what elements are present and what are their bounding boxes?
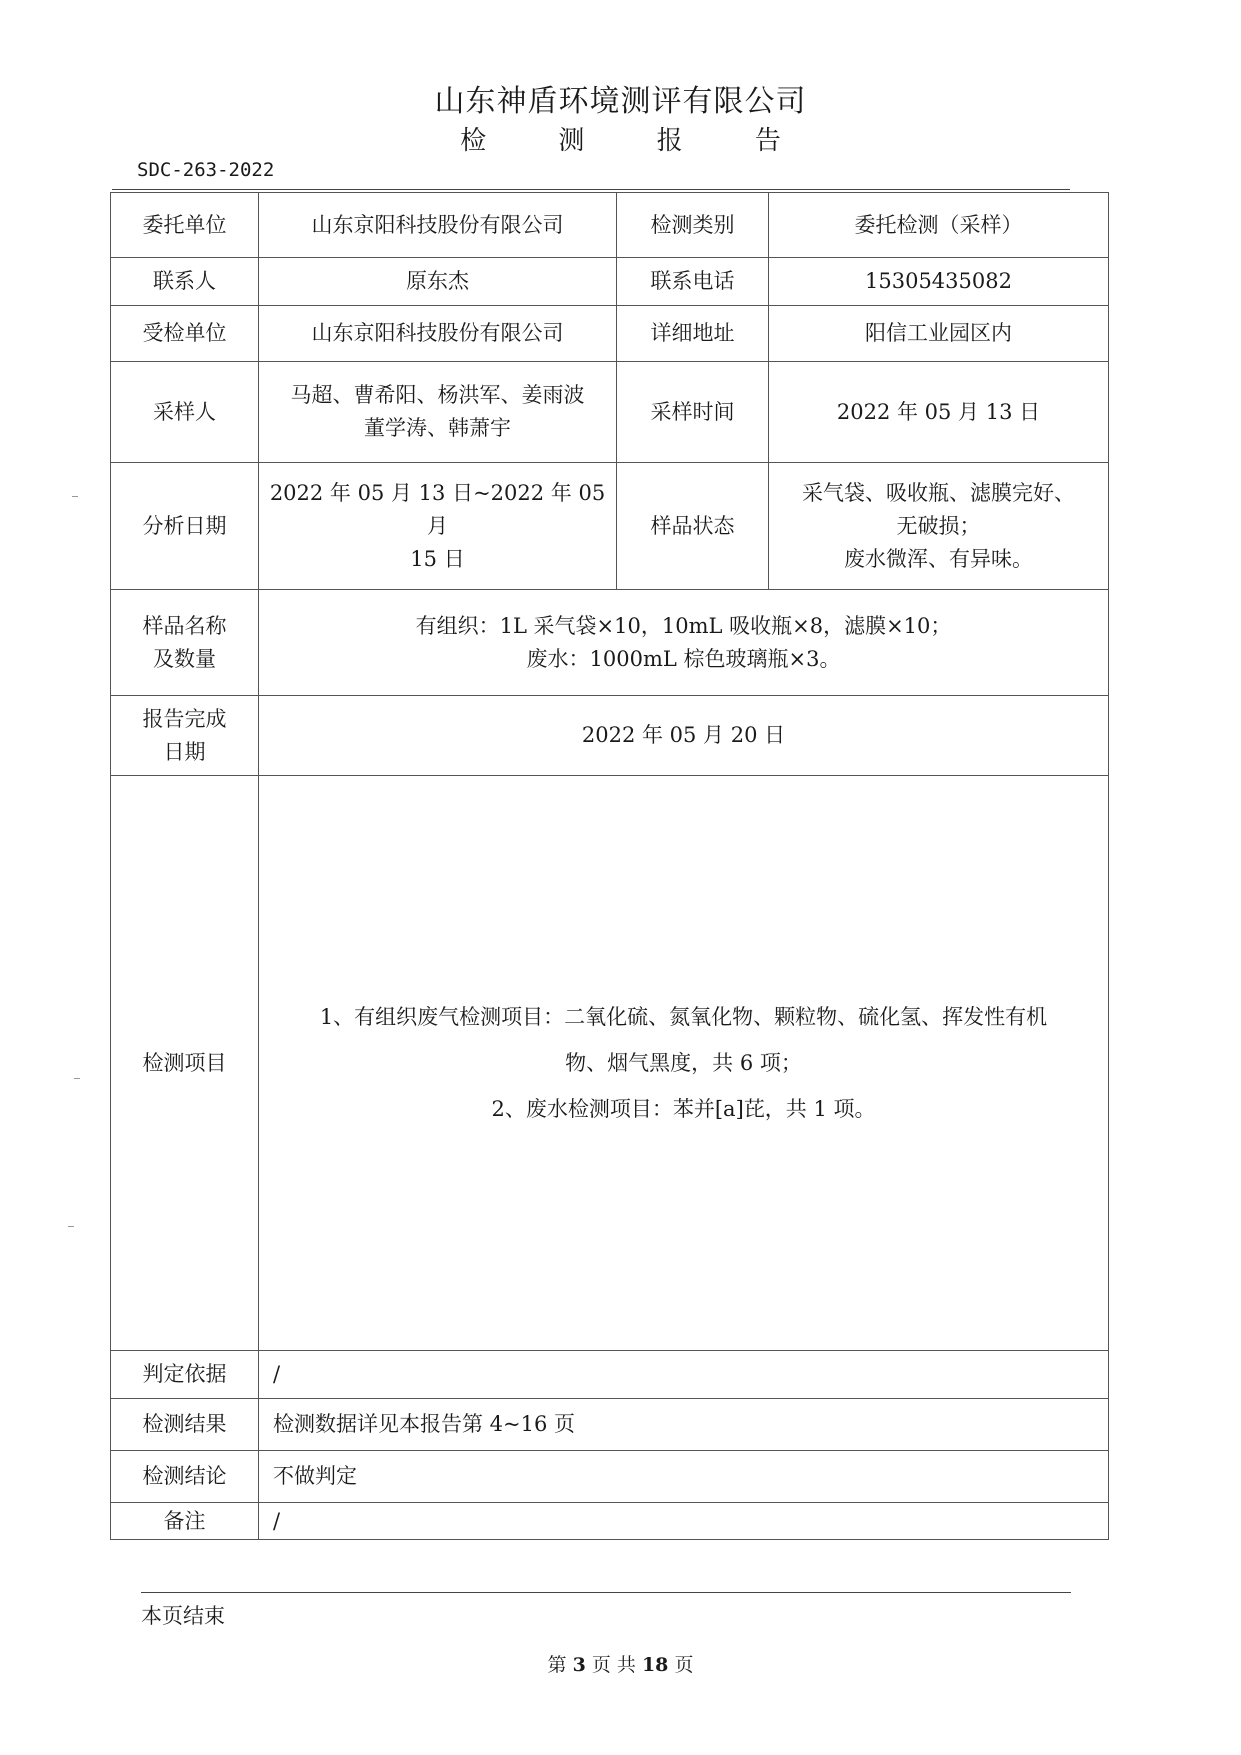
page-middle: 页 共	[591, 1654, 636, 1676]
table-row	[111, 590, 1109, 696]
page-end-note: 本页结束	[141, 1604, 225, 1628]
completion-date-label	[111, 696, 259, 776]
completion-date-value: 2022 年 05 月 20 日	[259, 696, 1109, 776]
scan-mark	[68, 1226, 74, 1227]
table-row	[111, 258, 1109, 306]
inspected-unit-label: 受检单位	[111, 306, 259, 362]
address-value: 阳信工业园区内	[769, 306, 1109, 362]
analysis-date-value	[259, 463, 617, 590]
test-items-value	[259, 776, 1109, 1351]
company-name: 山东神盾环境测评有限公司	[434, 84, 807, 119]
sampler-line: 马超、曹希阳、杨洪军、姜雨波	[290, 383, 585, 407]
page-current: 3	[572, 1654, 586, 1676]
sample-state-label: 样品状态	[617, 463, 769, 590]
sample-name-label	[111, 590, 259, 696]
test-items-label: 检测项目	[111, 776, 259, 1351]
table-row	[111, 1351, 1109, 1399]
test-type-value: 委托检测（采样）	[769, 193, 1109, 258]
sample-name-line: 废水：1000mL 棕色玻璃瓶×3。	[526, 646, 841, 671]
test-items-line: 2、废水检测项目：苯并[a]芘，共 1 项。	[491, 1097, 876, 1121]
conclusion-label: 检测结论	[111, 1451, 259, 1503]
test-items-line: 1、有组织废气检测项目：二氧化硫、氮氧化物、颗粒物、硫化氢、挥发性有机	[319, 1005, 1048, 1029]
analysis-date-line: 15 日	[410, 546, 465, 571]
address-label: 详细地址	[617, 306, 769, 362]
table-row	[111, 776, 1109, 1351]
sample-name-label-line: 样品名称	[142, 613, 227, 638]
inspected-unit-value: 山东京阳科技股份有限公司	[259, 306, 617, 362]
sample-state-line: 废水微浑、有异味。	[844, 546, 1033, 571]
sample-state-line: 采气袋、吸收瓶、滤膜完好、	[802, 480, 1075, 505]
document-title: 检 测 报 告	[460, 126, 813, 156]
result-value: 检测数据详见本报告第 4~16 页	[259, 1399, 1109, 1451]
completion-date-label-line: 报告完成	[142, 706, 227, 731]
page-number	[0, 1650, 1241, 1677]
page-suffix: 页	[674, 1654, 694, 1676]
analysis-date-line: 2022 年 05 月 13 日~2022 年 05 月	[269, 480, 606, 538]
sample-name-line: 有组织：1L 采气袋×10，10mL 吸收瓶×8，滤膜×10；	[415, 613, 952, 638]
report-info-table	[110, 192, 1109, 1540]
test-type-label: 检测类别	[617, 193, 769, 258]
header-rule	[112, 189, 1070, 190]
sample-state-line: 无破损；	[896, 513, 981, 538]
page-total: 18	[641, 1654, 669, 1676]
client-label: 委托单位	[111, 193, 259, 258]
table-row	[111, 306, 1109, 362]
phone-label: 联系电话	[617, 258, 769, 306]
completion-date-label-line: 日期	[163, 739, 206, 764]
result-label: 检测结果	[111, 1399, 259, 1451]
contact-label: 联系人	[111, 258, 259, 306]
remark-label: 备注	[111, 1503, 259, 1540]
page-prefix: 第	[547, 1654, 567, 1676]
conclusion-value: 不做判定	[259, 1451, 1109, 1503]
table-row	[111, 362, 1109, 463]
sampler-value	[259, 362, 617, 463]
remark-value: /	[259, 1503, 1109, 1540]
table-row	[111, 193, 1109, 258]
table-row	[111, 1451, 1109, 1503]
basis-value: /	[259, 1351, 1109, 1399]
table-row	[111, 1399, 1109, 1451]
scan-mark	[72, 496, 78, 497]
client-value: 山东京阳科技股份有限公司	[259, 193, 617, 258]
contact-value: 原东杰	[259, 258, 617, 306]
sampler-label: 采样人	[111, 362, 259, 463]
footer-rule	[141, 1592, 1071, 1593]
sample-time-value: 2022 年 05 月 13 日	[769, 362, 1109, 463]
basis-label: 判定依据	[111, 1351, 259, 1399]
scan-mark	[74, 1078, 80, 1079]
sample-time-label: 采样时间	[617, 362, 769, 463]
table-row	[111, 1503, 1109, 1540]
table-row	[111, 463, 1109, 590]
sample-name-label-line: 及数量	[153, 646, 216, 671]
analysis-date-label: 分析日期	[111, 463, 259, 590]
sample-state-value	[769, 463, 1109, 590]
sampler-line: 董学涛、韩萧宇	[364, 416, 511, 440]
table-row	[111, 696, 1109, 776]
test-items-line: 物、烟气黑度，共 6 项；	[565, 1051, 802, 1075]
sample-name-value	[259, 590, 1109, 696]
document-number: SDC-263-2022	[137, 159, 275, 181]
phone-value: 15305435082	[769, 258, 1109, 306]
